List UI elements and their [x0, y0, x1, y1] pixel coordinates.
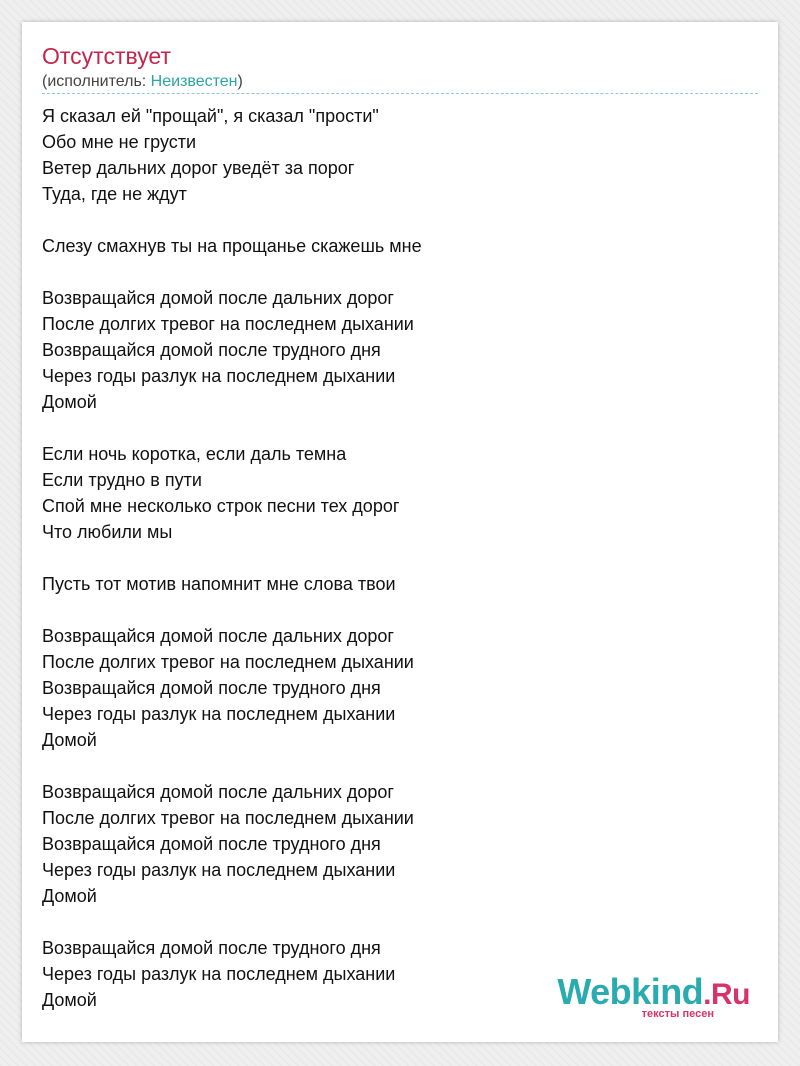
artist-suffix: ) [237, 73, 243, 90]
site-logo[interactable] [550, 972, 750, 1022]
logo-main-text: Webkind [557, 971, 704, 1012]
lyrics-line: Если трудно в пути [42, 470, 202, 490]
lyrics-line: Через годы разлук на последнем дыхании [42, 964, 396, 984]
title-divider [42, 93, 758, 94]
lyrics-line: Спой мне несколько строк песни тех дорог [42, 496, 400, 516]
lyrics-line: Пусть тот мотив напомнит мне слова твои [42, 574, 396, 594]
logo-tagline: тексты песен [641, 1008, 714, 1020]
lyrics-stanza [42, 623, 742, 753]
lyrics-stanza [42, 779, 742, 909]
lyrics-line: Домой [42, 886, 97, 906]
song-title: Отсутствует [42, 43, 171, 69]
lyrics-line: Возвращайся домой после дальних дорог [42, 626, 394, 646]
lyrics-line: Слезу смахнув ты на прощанье скажешь мне [42, 236, 422, 256]
lyrics-line: Возвращайся домой после дальних дорог [42, 782, 394, 802]
lyrics-page [22, 22, 778, 1042]
lyrics-line: Через годы разлук на последнем дыхании [42, 860, 396, 880]
lyrics-line: Возвращайся домой после трудного дня [42, 834, 381, 854]
lyrics-line: Домой [42, 730, 97, 750]
lyrics-stanza [42, 233, 742, 259]
lyrics-stanza [42, 571, 742, 597]
lyrics-line: Через годы разлук на последнем дыхании [42, 704, 396, 724]
lyrics-line: Домой [42, 990, 97, 1010]
lyrics-line: Что любили мы [42, 522, 173, 542]
lyrics-line: Возвращайся домой после дальних дорог [42, 288, 394, 308]
lyrics-line: Домой [42, 392, 97, 412]
logo-tld-text: .Ru [703, 978, 750, 1011]
lyrics-stanza [42, 441, 742, 545]
lyrics-line: После долгих тревог на последнем дыхании [42, 314, 414, 334]
lyrics-line: Я сказал ей "прощай", я сказал "прости" [42, 106, 379, 126]
lyrics-line: Обо мне не грусти [42, 132, 197, 152]
lyrics-line: Возвращайся домой после трудного дня [42, 340, 381, 360]
artist-link[interactable]: Неизвестен [150, 73, 238, 90]
artist-line [42, 72, 243, 92]
lyrics-body [42, 103, 742, 1039]
lyrics-line: Возвращайся домой после трудного дня [42, 938, 381, 958]
artist-prefix: (исполнитель: [42, 73, 151, 90]
lyrics-line: После долгих тревог на последнем дыхании [42, 652, 414, 672]
lyrics-line: Через годы разлук на последнем дыхании [42, 366, 396, 386]
lyrics-line: После долгих тревог на последнем дыхании [42, 808, 414, 828]
lyrics-line: Ветер дальних дорог уведёт за порог [42, 158, 355, 178]
lyrics-line: Возвращайся домой после трудного дня [42, 678, 381, 698]
lyrics-line: Туда, где не ждут [42, 184, 187, 204]
lyrics-stanza [42, 103, 742, 207]
lyrics-stanza [42, 285, 742, 415]
lyrics-line: Если ночь коротка, если даль темна [42, 444, 347, 464]
